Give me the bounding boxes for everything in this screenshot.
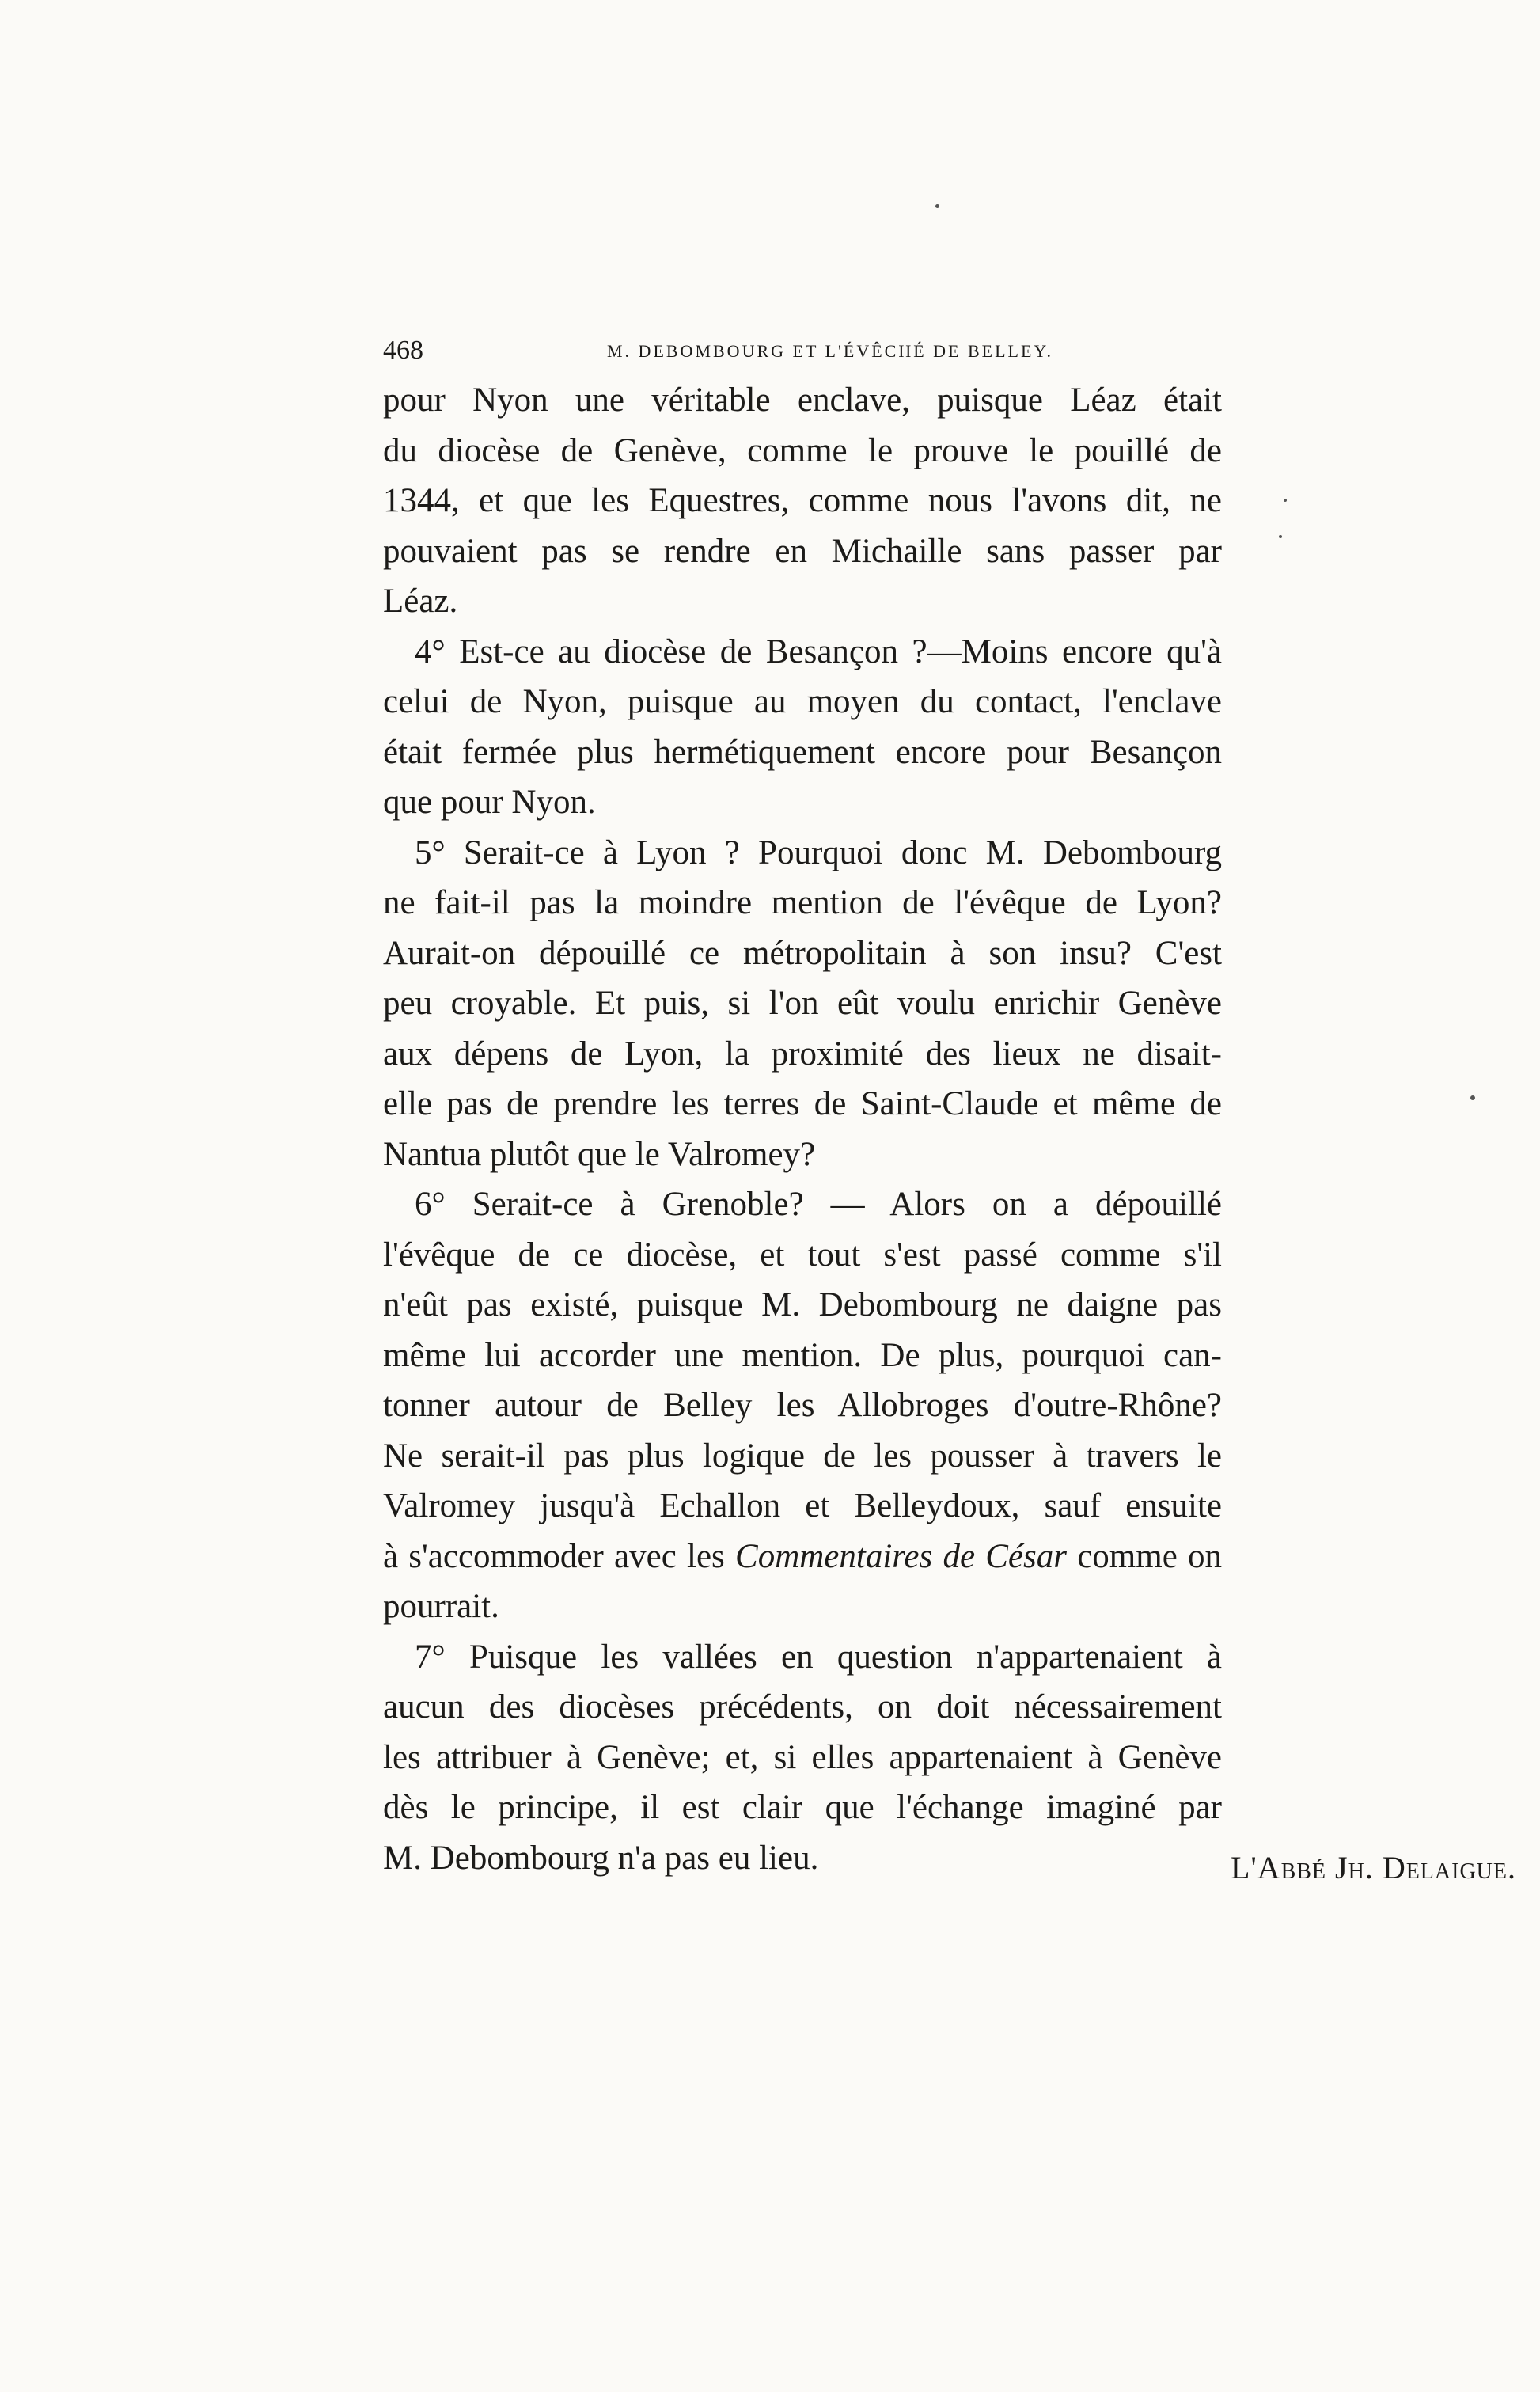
text-line: pourrait. [383, 1588, 499, 1625]
text-line: que pour Nyon. [383, 784, 596, 821]
text-line: aucun des diocèses précédents, on doit nécessairement [383, 1688, 1222, 1726]
text-segment: comme on [1077, 1537, 1222, 1575]
paragraph-start-5: 5° Serait-ce à Lyon ? Pourquoi donc M. Debombourg [415, 833, 1222, 871]
text-line: dès le principe, il est clair que l'échange imaginé par [383, 1789, 1222, 1826]
italic-title: Commentaires de César [735, 1537, 1067, 1575]
text-line: l'évêque de ce diocèse, et tout s'est passé comme s'il [383, 1236, 1222, 1274]
running-head [383, 331, 1222, 370]
text-line-with-italic [383, 1532, 1222, 1582]
text-line: pour Nyon une véritable enclave, puisque Léaz était [383, 382, 1222, 419]
text-line: Valromey jusqu'à Echallon et Belleydoux, sauf ensuite [383, 1487, 1222, 1524]
text-line: les attribuer à Genève; et, si elles appartenaient à Genève [383, 1738, 1222, 1776]
text-line: celui de Nyon, puisque au moyen du contact, l'enclave [383, 683, 1222, 720]
text-line: Nantua plutôt que le Valromey? [383, 1135, 816, 1173]
text-line: Ne serait-il pas plus logique de les pousser à travers le [383, 1437, 1222, 1475]
text-line: était fermée plus hermétiquement encore pour Besançon [383, 733, 1222, 771]
paragraph-start-6: 6° Serait-ce à Grenoble? — Alors on a dépouillé [415, 1186, 1222, 1223]
body-text [383, 375, 1222, 1883]
text-line: pouvaient pas se rendre en Michaille sans passer par [383, 532, 1222, 570]
text-segment: à s'accommoder avec les [383, 1537, 725, 1575]
text-line: Léaz. [383, 583, 458, 620]
text-line: du diocèse de Genève, comme le prouve le pouillé de [383, 431, 1222, 469]
text-line: Aurait-on dépouillé ce métropolitain à son insu? C'est [383, 934, 1222, 972]
paper-speck [1284, 499, 1287, 502]
paragraph-start-7: 7° Puisque les vallées en question n'appartenaient à [415, 1638, 1222, 1676]
text-line: n'eût pas existé, puisque M. Debombourg ne daigne pas [383, 1286, 1222, 1323]
text-line: ne fait-il pas la moindre mention de l'évêque de Lyon? [383, 884, 1222, 921]
text-line: elle pas de prendre les terres de Saint-Claude et même de [383, 1085, 1222, 1122]
page-number: 468 [383, 336, 423, 365]
text-line: même lui accorder une mention. De plus, pourquoi can- [383, 1336, 1222, 1374]
author-signature: L'Abbé Jh. Delaigue. [1231, 1850, 1516, 1885]
text-line: 1344, et que les Equestres, comme nous l'avons dit, ne [383, 482, 1222, 519]
text-line: M. Debombourg n'a pas eu lieu. [383, 1839, 819, 1877]
paper-speck [1470, 1095, 1475, 1100]
paper-speck [935, 204, 939, 208]
paragraph-start-4: 4° Est-ce au diocèse de Besançon ?—Moins encore qu'à [415, 632, 1222, 670]
paper-speck [1279, 535, 1282, 538]
running-title: M. DEBOMBOURG ET L'ÉVÊCHÉ DE BELLEY. [607, 341, 1053, 361]
text-line: aux dépens de Lyon, la proximité des lieux ne disait- [383, 1035, 1222, 1073]
text-line: peu croyable. Et puis, si l'on eût voulu enrichir Genève [383, 985, 1222, 1022]
text-line: tonner autour de Belley les Allobroges d'outre-Rhône? [383, 1387, 1222, 1424]
